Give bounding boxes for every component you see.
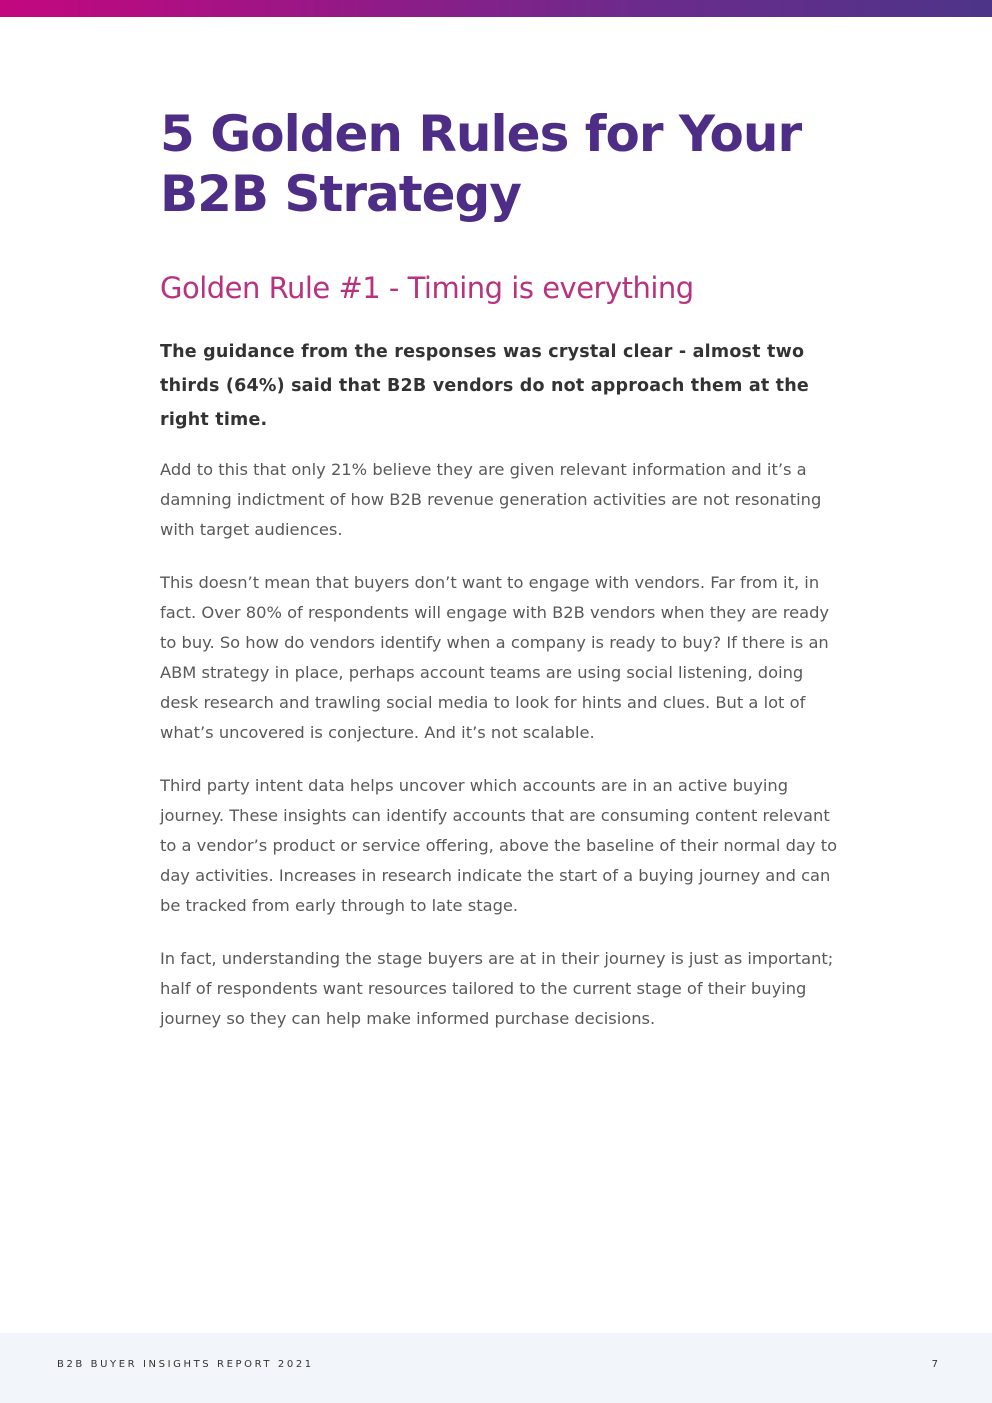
footer-report-name: B2B BUYER INSIGHTS REPORT 2021 [57,1359,314,1370]
top-gradient-bar [0,0,992,17]
body-paragraph-4: In fact, understanding the stage buyers are at in their journey is just as important; half of respondents want resources tailored to the current stage of their buying journey so they can help make informed purchase decisions. [160,949,834,1028]
body-paragraph-2: This doesn’t mean that buyers don’t want to engage with vendors. Far from it, in fact. Over 80% of respondents will engage with B2B vendors when they are ready to buy. So how do vendors identify when a company is ready to buy? If there is an ABM strategy in place, perhaps account teams are using social listening, doing desk research and trawling social media to look for hints and clues. But a lot of what’s uncovered is conjecture. And it’s not scalable. [160,573,830,742]
body-paragraph-3: Third party intent data helps uncover which accounts are in an active buying journey. These insights can identify accounts that are consuming content relevant to a vendor’s product or service offering, above the baseline of their normal day to day activities. Increases in research indicate the start of a buying journey and can be tracked from early through to late stage. [160,776,838,915]
lead-paragraph: The guidance from the responses was crystal clear - almost two thirds (64%) said that B2B vendors do not approach them at the right time. [160,342,809,430]
section-subtitle: Golden Rule #1 - Timing is everything [160,271,694,305]
page-title [160,104,840,224]
page-content [160,104,840,1034]
page-number: 7 [931,1359,938,1370]
page-title-line-2: B2B Strategy [160,165,521,223]
page-title-line-1: 5 Golden Rules for Your [160,105,802,163]
body-paragraph-1: Add to this that only 21% believe they are given relevant information and it’s a damning indictment of how B2B revenue generation activities are not resonating with target audiences. [160,460,822,539]
page-footer [0,1333,992,1403]
